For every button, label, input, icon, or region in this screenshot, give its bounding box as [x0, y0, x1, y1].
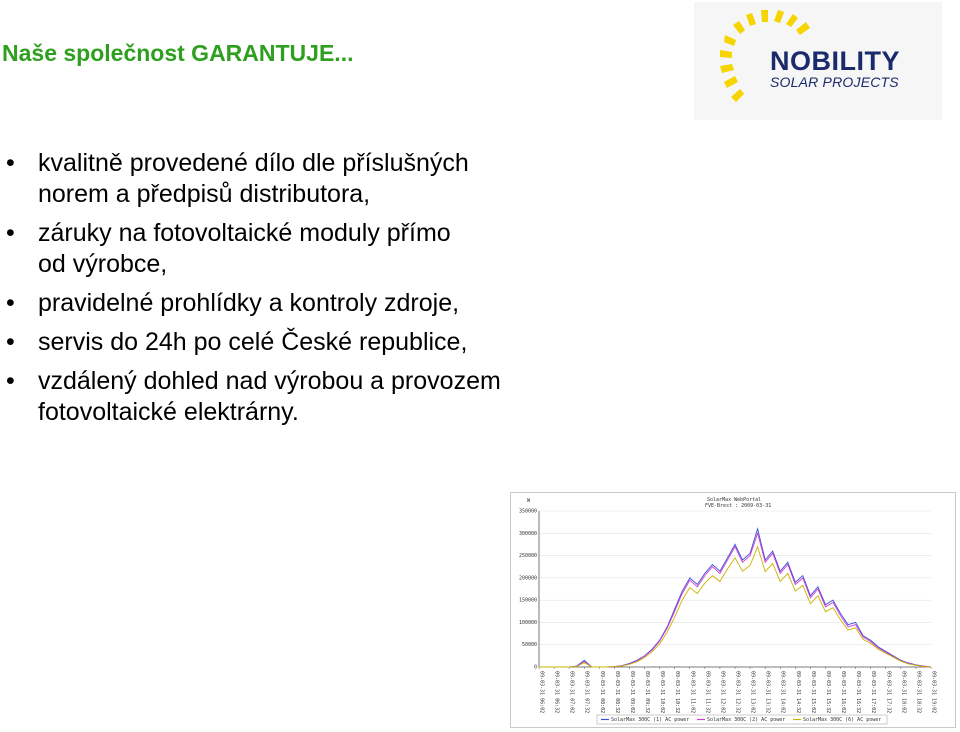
bullet-dot: •: [6, 328, 15, 356]
y-tick-label: 100000: [518, 619, 537, 626]
y-tick-label: 50000: [521, 642, 537, 649]
list-item: [0, 218, 600, 280]
bullet-line: norem a předpisů distributora,: [38, 180, 371, 208]
x-tick-label: 09-03-31 13:32: [764, 671, 771, 714]
x-tick-label: 09-03-31 10:32: [674, 671, 681, 714]
legend-label: SolarMax 300C (6) AC power: [803, 717, 882, 724]
bullet-dot: •: [6, 219, 15, 247]
logo-name: NOBILITY: [770, 46, 900, 76]
list-item: [0, 288, 600, 319]
x-tick-label: 09-03-31 15:02: [809, 671, 816, 714]
x-tick-label: 09-03-31 13:02: [749, 671, 756, 714]
x-tick-label: 09-03-31 12:02: [719, 671, 726, 714]
slide-title: Naše společnost GARANTUJE...: [2, 40, 354, 66]
chart-title: SolarMax WebPortal: [707, 497, 762, 503]
x-tick-label: 09-03-31 07:32: [583, 671, 590, 714]
list-item: [0, 327, 600, 358]
y-tick-label: 200000: [518, 575, 537, 582]
bullet-dot: •: [6, 149, 15, 177]
x-tick-label: 09-03-31 11:32: [704, 671, 711, 714]
guarantee-list: [0, 148, 600, 436]
x-tick-label: 09-03-31 09:32: [644, 671, 651, 714]
x-tick-label: 09-03-31 17:02: [870, 671, 877, 714]
bullet-line: kvalitně provedené dílo dle příslušných: [38, 149, 469, 177]
series-line-3: [539, 547, 931, 667]
legend-label: SolarMax 300C (2) AC power: [707, 717, 786, 724]
list-item: [0, 148, 600, 210]
y-tick-label: 150000: [518, 597, 537, 604]
bullet-line: od výrobce,: [38, 250, 168, 278]
y-tick-label: 350000: [518, 508, 537, 515]
x-tick-label: 09-03-31 06:32: [553, 671, 560, 714]
x-tick-label: 09-03-31 08:02: [598, 671, 605, 714]
x-tick-label: 09-03-31 12:32: [734, 671, 741, 714]
y-tick-label: 250000: [518, 553, 537, 560]
x-tick-label: 09-03-31 14:32: [794, 671, 801, 714]
bullet-line: vzdálený dohled nad výrobou a provozem: [38, 367, 501, 395]
logo-subtitle: SOLAR PROJECTS: [770, 74, 899, 90]
bullet-line: servis do 24h po celé České republice,: [38, 328, 468, 356]
bullet-line: záruky na fotovoltaické moduly přímo: [38, 219, 451, 247]
x-tick-label: 09-03-31 15:32: [824, 671, 831, 714]
series-line-1: [539, 529, 931, 667]
power-chart-svg: [511, 493, 955, 727]
bullet-dot: •: [6, 289, 15, 317]
chart-subtitle: FVE-Brest : 2009-03-31: [705, 503, 772, 509]
power-chart: [510, 492, 956, 728]
y-tick-label: 0: [533, 664, 537, 671]
x-tick-label: 09-03-31 07:02: [568, 671, 575, 714]
bullet-line: pravidelné prohlídky a kontroly zdroje,: [38, 289, 460, 317]
x-tick-label: 09-03-31 16:02: [840, 671, 847, 714]
y-tick-label: 300000: [518, 530, 537, 537]
x-tick-label: 09-03-31 19:02: [930, 671, 937, 714]
x-tick-label: 09-03-31 11:02: [689, 671, 696, 714]
x-tick-label: 09-03-31 18:02: [900, 671, 907, 714]
x-tick-label: 09-03-31 09:02: [628, 671, 635, 714]
x-tick-label: 09-03-31 10:02: [659, 671, 666, 714]
x-tick-label: 09-03-31 18:32: [915, 671, 922, 714]
legend-label: SolarMax 300C (1) AC power: [611, 717, 690, 724]
list-item: [0, 366, 600, 428]
bullet-dot: •: [6, 367, 15, 395]
company-logo: [694, 2, 942, 120]
x-tick-label: 09-03-31 08:32: [613, 671, 620, 714]
x-tick-label: 09-03-31 16:32: [855, 671, 862, 714]
y-axis-label: W: [527, 498, 531, 504]
x-tick-label: 09-03-31 14:02: [779, 671, 786, 714]
x-tick-label: 09-03-31 06:02: [538, 671, 545, 714]
bullet-line: fotovoltaické elektrárny.: [38, 398, 299, 426]
x-tick-label: 09-03-31 17:32: [885, 671, 892, 714]
